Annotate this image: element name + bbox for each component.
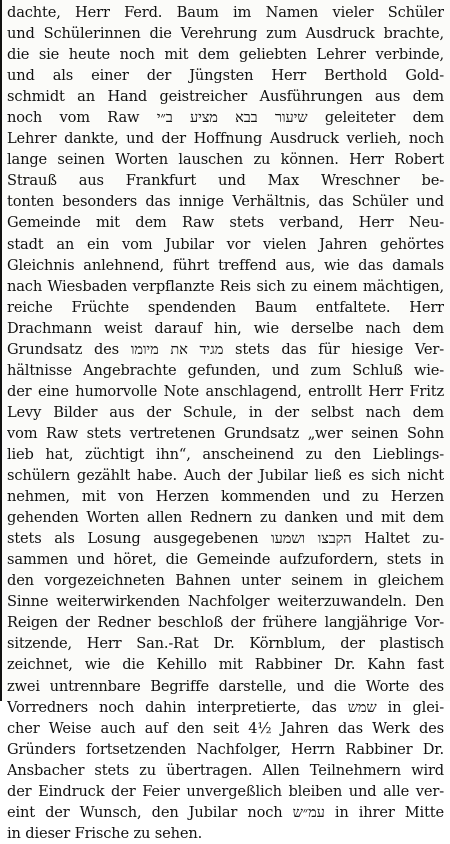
text-line: Reigen der Redner beschloß der frühere langjährige Vor- [7,614,444,632]
text-line: zwei untrennbare Begriffe darstelle, und die Worte des [7,677,444,695]
text-line: in dieser Frische zu sehen. [7,824,203,842]
text-line: Levy Bilder aus der Schule, in der selbst nach dem [7,403,444,421]
text-line: eint der Wunsch, den Jubilar noch עמ״ש in ihrer Mitte [7,803,444,821]
text-line: zeichnet, wie die Kehillo mit Rabbiner Dr. Kahn fast [7,656,444,674]
text-line: Drachmann weist darauf hin, wie derselbe nach dem [7,319,444,337]
text-line: der Eindruck der Feier unvergeßlich bleiben und alle ver- [7,782,444,800]
text-line: Gemeinde mit dem Raw stets verband, Herr Neu- [7,214,444,232]
text-line: noch vom Raw שיעור בבא מציע ב״י geleiteter dem [7,109,444,127]
text-line: und Schülerinnen die Verehrung zum Ausdruck brachte, [7,25,444,43]
text-line: reiche Früchte spendenden Baum entfaltete. Herr [7,298,444,316]
text-line: Vorredners noch dahin interpretierte, das שמש in glei- [7,698,444,716]
text-line: tonten besonders das innige Verhältnis, das Schüler und [7,193,444,211]
text-line: nehmen, mit von Herzen kommenden und zu Herzen [7,488,444,506]
text-line: stets als Losung ausgegebenen הקבצו ושמעו Haltet zu- [7,530,444,548]
text-line: dachte, Herr Ferd. Baum im Namen vieler Schüler [7,4,444,21]
text-line: cher Weise auch auf den seit 4½ Jahren das Werk des [7,719,444,737]
text-line: gehenden Worten allen Rednern zu danken und mit dem [7,509,444,527]
text-line: vom Raw stets vertretenen Grundsatz „wer seinen Sohn [7,424,444,442]
text-line: und als einer der Jüngsten Herr Berthold Gold- [7,67,444,85]
text-line: Lehrer dankte, und der Hoffnung Ausdruck verlieh, noch [7,130,444,148]
text-line: Strauß aus Frankfurt und Max Wreschner be- [7,172,444,190]
text-line: hältnisse Angebrachte gefunden, und zum Schluß wie- [7,361,444,379]
text-line: lange seinen Worten lauschen zu können. Herr Robert [7,151,444,169]
text-line: sammen und höret, die Gemeinde aufzufordern, stets in [7,551,444,569]
text-line: Grundsatz des מגיד את מיומו stets das für hiesige Ver- [7,340,444,358]
text-line: stadt an ein vom Jubilar vor vielen Jahren gehörtes [7,235,444,253]
text-line: Gründers fortsetzenden Nachfolger, Herrn Rabbiner Dr. [7,740,444,758]
text-line: Ansbacher stets zu übertragen. Allen Teilnehmern wird [7,761,444,779]
text-line: schmidt an Hand geistreicher Ausführungen aus dem [7,88,444,106]
text-line: den vorgezeichneten Bahnen unter seinem in gleichem [7,572,444,590]
text-line: schülern gezählt habe. Auch der Jubilar ließ es sich nicht [7,467,444,485]
text-line: sitzende, Herr San.-Rat Dr. Körnblum, der plastisch [7,635,444,653]
text-line: nach Wiesbaden verpflanzte Reis sich zu einem mächtigen, [7,277,444,295]
text-line: lieb hat, züchtigt ihn“, anscheinend zu den Lieblings- [7,445,444,463]
text-line: der eine humorvolle Note anschlagend, entrollt Herr Fritz [7,382,444,400]
text-line: Gleichnis anlehnend, führt treffend aus, wie das damals [7,256,444,274]
text-line: die sie heute noch mit dem geliebten Lehrer verbinde, [7,46,444,64]
text-line: Sinne weiterwirkenden Nachfolger weiterzuwandeln. Den [7,593,444,611]
